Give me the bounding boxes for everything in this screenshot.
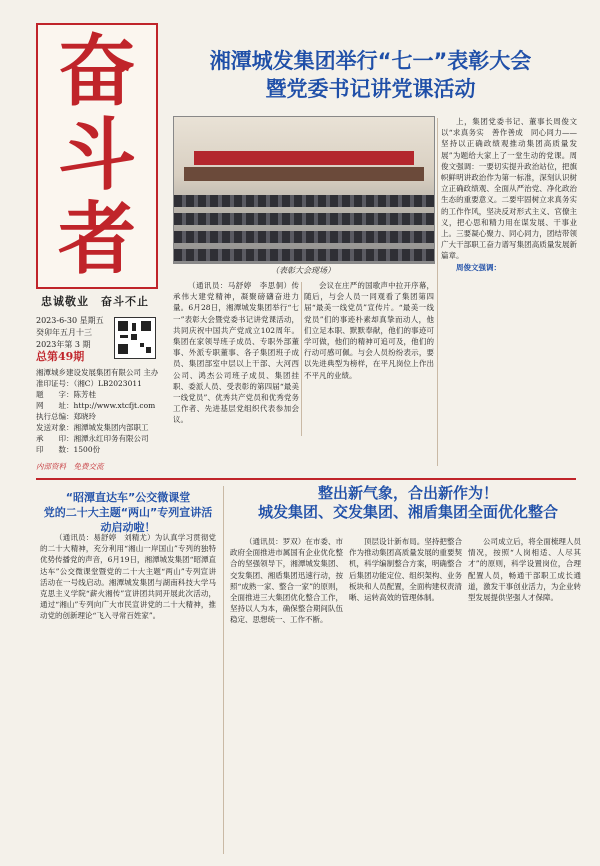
publisher-line: 湘潭城乡建设发展集团有限公司 主办 [36,368,159,377]
audience-row [174,195,434,207]
publisher-line: 准印证号：（湘C）LB2023011 [36,379,142,388]
right-article-column-2 [349,536,462,854]
issue-year: 2023年第 3 期 [36,340,91,349]
issue-date: 2023-6-30 [36,316,78,325]
publisher-line: 承 印：湘潭永红印务有限公司 [36,434,149,443]
left-article-headline: “昭潭直达车”公交微课堂 党的二十大主题“两山”专列宣讲活动启动啦！ [43,491,213,534]
sidebar [36,15,159,475]
right-article-column-3 [468,536,581,854]
masthead-char-1: 奋 [57,26,136,117]
masthead [36,23,158,289]
main-headline [168,48,573,102]
main-headline-line-1: 湘潭城发集团举行“七一”表彰大会 [209,49,532,73]
right-article-headline [238,484,578,522]
issue-total: 总第49期 [36,350,85,363]
publisher-info [36,367,176,455]
masthead-char-3: 者 [57,194,136,285]
column-divider [437,118,438,466]
publisher-line: 发送对象：湘潭城发集团内部职工 [36,423,149,432]
issue-lunar: 癸卯年五月十三 [36,328,92,337]
main-headline-line-2: 暨党委书记讲党课活动 [265,77,476,101]
main-article-column-3 [441,116,577,468]
paragraph: （通讯员：马舒婷 李思侗）传承伟大建党精神，凝聚磅礴奋进力量。6月28日，湘潭城发集团举行“七一”表彰大会暨党委书记讲党课活动，共同庆祝中国共产党成立102周年。集团在家领导班子成员、专职外部董事、外派专职董事、各子集团班子成员、集团部室中层以上干部、大河西公司、鸿杰公司班子成员、集团挂职、委派人员、受表彰的第四届“最美一线党员”、优秀共产党员和优秀党务工作者、先进基层党组织代表参加会议。 [173,281,299,425]
subhead: 周俊文强调： [456,262,501,272]
paragraph: 上，集团党委书记、董事长周俊文以“求真务实 善作善成 同心同力——坚持以正确政绩观推动集团高质量发展”为题给大家上了一堂生动的党课。周俊文强调：一要切实提升政治站位，把旗帜鲜明讲政治作为第一标准，深刻认识树立正确政绩观、全面从严治党、净化政治生态的重要意义。二要牢固树立求真务实的工作作风，坚决反对形式主义、官僚主义，把心思和精力用在谋发展、干事业上。三要凝心聚力、同心同力，团结带领广大干部职工奋力谱写集团高质量发展新篇章。 [441,117,577,261]
photo-caption: （表彰大会现场） [271,266,335,275]
publisher-line: 网 址：http://www.xtcfjt.com [36,401,156,410]
column-divider [223,486,224,854]
event-photo [173,116,435,264]
main-article-column-1 [173,280,299,438]
section-divider [36,478,576,480]
slogan: 忠诚敬业 奋斗不止 [41,295,149,308]
main-article-column-2 [304,280,434,438]
paragraph: 顶层设计新布局。坚持把整合作为推动集团高质量发展的重要契机，科学编制整合方案，明确整合后集团功能定位、组织架构、业务板块和人员配置，全面构建权责清晰、运转高效的管理体制。 [349,537,462,603]
photo-banner [194,151,414,165]
right-headline-line-1: 整出新气象，合出新作为！ [317,484,498,502]
paragraph: （通讯员：易舒婷 刘精尤）为认真学习贯彻党的二十大精神，充分利用“湘山一岸国山”专列的独特优势传播党的声音，6月19日，湘潭城发集团“昭潭直达车”公交微课堂暨党的二十大主题“两山”专列宣讲活动在一号线启动。湘潭城发集团与湖南科技大学马克思主义学院“薪火湘传”宣讲团共同开展此次活动，通过“湘山”专列向广大市民宣讲党的二十大精神，推动党的创新理论“飞入寻常百姓家”。 [40,533,216,621]
publisher-footer: 内部资料 免费交流 [36,462,104,471]
qr-code-icon [114,317,156,359]
publisher-line: 题 字：陈芳桂 [36,390,96,399]
issue-info [36,315,110,363]
publisher-line: 印 数：1500份 [36,445,101,454]
paragraph: 公司成立后，将全面梳理人员情况，按照“人岗相适、人尽其才”的原则，科学设置岗位，合理配置人员，畅通干部职工成长通道，激发干事创业活力，为企业转型发展提供坚强人才保障。 [468,537,581,603]
paragraph: 会议在庄严的国歌声中拉开序幕，随后，与会人员一同观看了集团第四届“最美一线党员”宣传片。“最美一线党员”们的事迹朴素却真挚而动人，他们立足本职、默默奉献，他们的事迹可学可做，他们的精神可追可及，他们的行动可感可佩。与会人员纷纷表示，要以先进典型为榜样，在平凡岗位上作出不平凡的业绩。 [304,281,434,380]
column-divider [301,282,302,436]
audience-row [174,231,434,243]
photo-stage [184,167,424,181]
audience-row [174,249,434,261]
paragraph: （通讯员：罗双）在市委、市政府全面推进市属国有企业优化整合的坚强领导下，湘潭城发集团、交发集团、湘盾集团迅速行动，按照“成熟一家、整合一家”的原则，全面推进三大集团优化整合工作，坚持以人为本，确保整合期间队伍稳定、思想统一、工作不断。 [230,537,343,625]
right-article-column-1 [230,536,343,854]
publisher-line: 执行总编：郑晓玲 [36,412,96,421]
issue-weekday: 星期五 [79,316,104,325]
right-headline-line-2: 城发集团、交发集团、湘盾集团全面优化整合 [257,503,558,521]
masthead-char-2: 斗 [57,110,136,201]
left-article-body [40,532,216,854]
audience-row [174,213,434,225]
